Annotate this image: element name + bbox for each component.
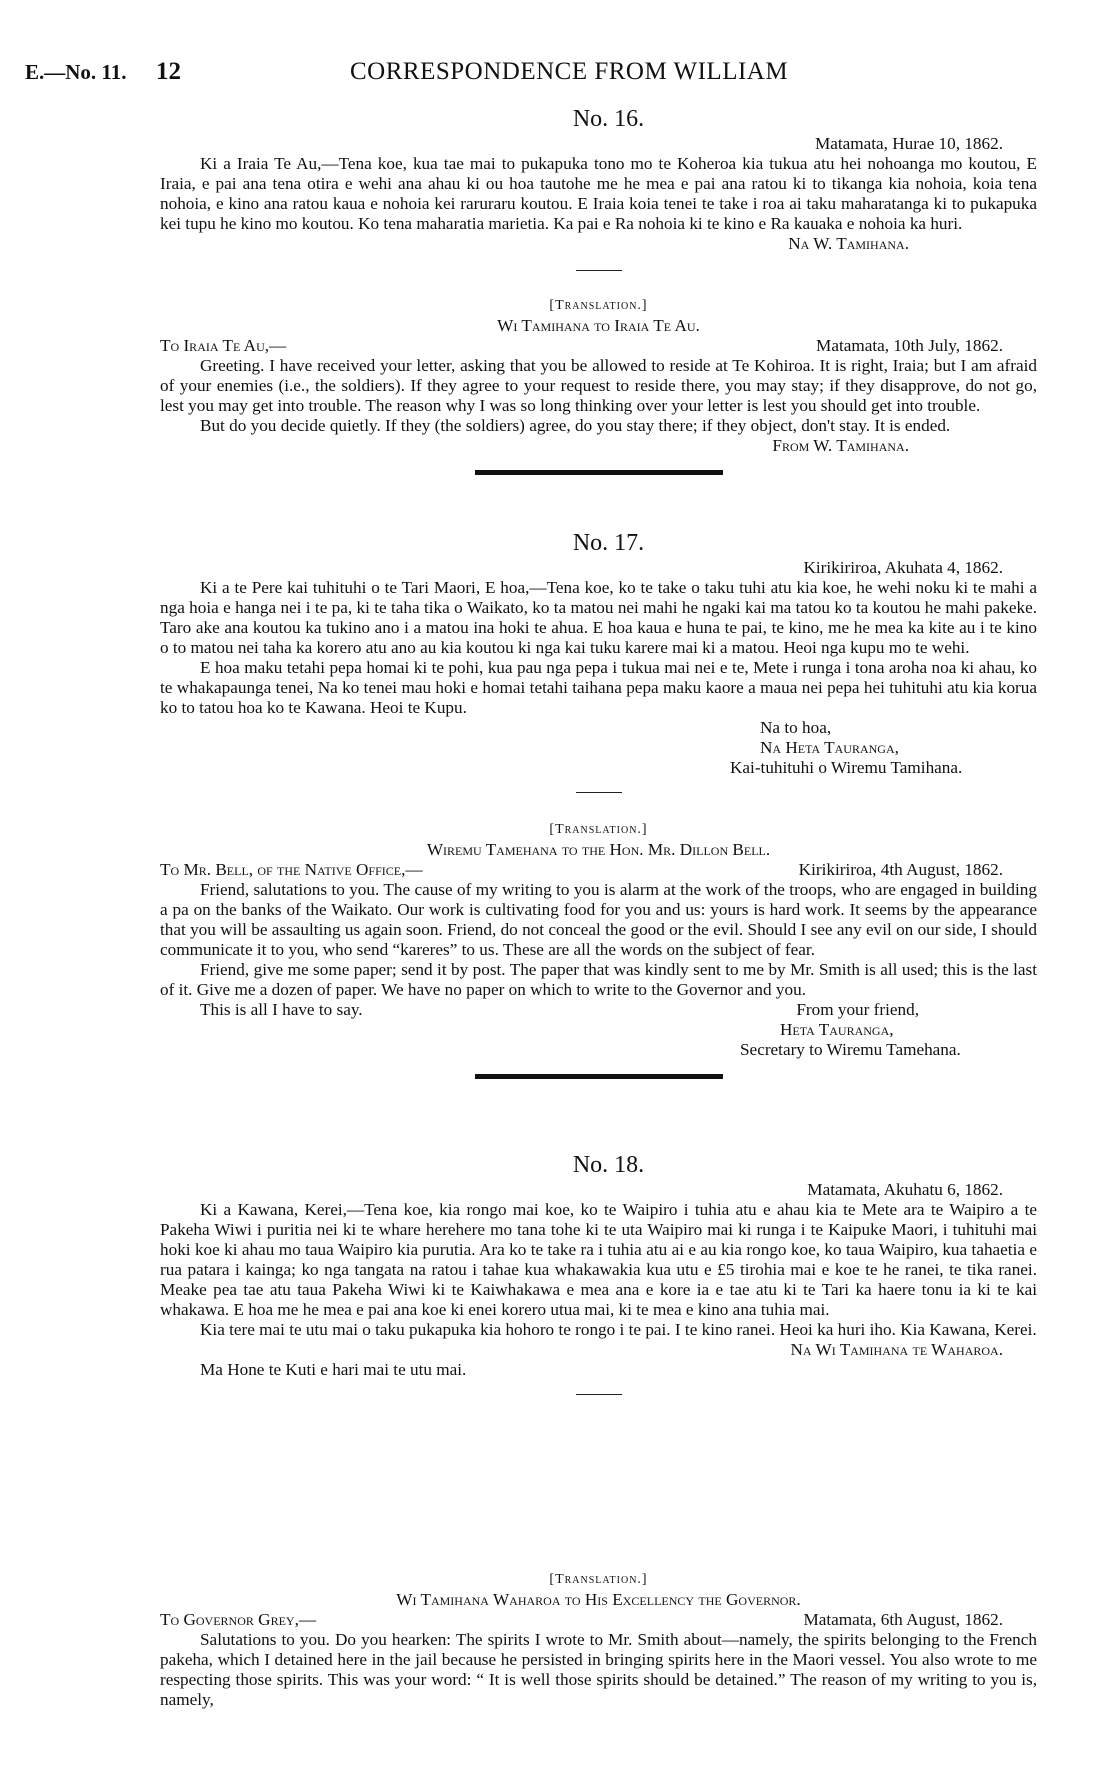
translation-label: [Translation.] <box>549 822 648 837</box>
translation-heading: Wiremu Tamehana to the Hon. Mr. Dillon Bell. <box>426 840 771 859</box>
letter-signature: Na W. Tamihana. <box>788 234 909 253</box>
translation-no-18 <box>160 1570 1037 1710</box>
section-divider <box>576 792 622 793</box>
postscript: Ma Hone te Kuti e hari mai te utu mai. <box>200 1360 467 1379</box>
signature-title: Secretary to Wiremu Tamehana. <box>740 1040 961 1059</box>
page-header <box>0 58 1114 92</box>
place-date: Matamata, Hurae 10, 1862. <box>814 134 1003 153</box>
section-divider <box>576 270 622 271</box>
letter-body: Friend, give me some paper; send it by post. The paper that was kindly sent to me by Mr. Smith is all used; this is the last of it. Give me a dozen of paper. We have no paper on which to write to the Governor and you. <box>160 960 1037 999</box>
letter-body: E hoa maku tetahi pepa homai ki te pohi, kua pau nga pepa i tukua mai nei e te, Mete i runga i tona aroha noa ki ahau, ko te whakapaunga tenei, Na ko tenei mau hoki e homai tetahi taihana pepa maku kaore a maua nei pepa hei tuhituhi atu kia korua ko to tatou hoa ko te Kawana. Heoi te Kupu. <box>160 658 1037 717</box>
addressee: To Governor Grey,— <box>160 1610 317 1629</box>
letter-number: No. 16. <box>572 106 645 132</box>
place-date: Matamata, 6th August, 1862. <box>803 1610 1003 1629</box>
letter-body: Greeting. I have received your letter, asking that you be allowed to reside at Te Kohiroa. It is right, Iraia; but I am afraid of your enemies (i.e., the soldiers). If they agree to your request to reside there, you may stay; if they disapprove, do not go, lest you may get into trouble. The reason why I was so long thinking over your letter is lest you should get into trouble. <box>160 356 1037 415</box>
signature-line: Na to hoa, <box>760 718 832 737</box>
letter-no-17 <box>160 528 1037 793</box>
section-divider <box>576 1394 622 1395</box>
letter-body: But do you decide quietly. If they (the soldiers) agree, do you stay there; if they object, don't stay. It is ended. <box>200 416 951 435</box>
place-date: Kirikiriroa, 4th August, 1862. <box>798 860 1003 879</box>
translation-label: [Translation.] <box>549 298 648 313</box>
letter-signature: From W. Tamihana. <box>772 436 909 455</box>
letter-body: Friend, salutations to you. The cause of my writing to you is alarm at the work of the troops, who are engaged in building a pa on the banks of the Waikato. Our work is cultivating food for you and us: yours is hard work. It seems by the appearance that you will be assaulting us again soon. Friend, do not conceal the good or the evil. Should I see any evil on our side, I should communicate it to you, who send “kareres” to us. These are all the words on the subject of fear. <box>160 880 1037 959</box>
section-divider-heavy <box>475 470 723 475</box>
translation-heading: Wi Tamihana to Iraia Te Au. <box>497 316 700 335</box>
letter-body: Ki a Kawana, Kerei,—Tena koe, kia rongo mai koe, ko te Waipiro i tuhia atu e ahau kia te Mete ara te Waipiro a te Pakeha Wiwi i puritia nei ki te whare herehere mo tana tohe ki te uta Waipiro mai ki runga i te Kaipuke Maori, i tuhituhi mai hoki koe ki ahau mo taua Waipiro kia purutia. Ara ko te take ra i tuhia atu ai e au kia rongo koe, ko taua Waipiro, kua tahaetia e rua patara i kainga; ko nga tangata na ratou i tahae kua whakawakia kua utu e £5 tirohia mai e koe te he ranei, te tika ranei. Meake pea tae atu taua Pakeha Wiwi ki te Kaiwhakawa e mea ana e kore ia e tae atu ki te Tari ka haere tonu ia ki te kai whakawa. E hoa me he mea e pai ana koe ki enei korero utua mai, ki te mea e kino ana tuhia mai. <box>160 1200 1037 1319</box>
letter-body: Kia tere mai te utu mai o taku pukapuka kia hohoro te rongo i te pai. I te kino ranei. Heoi ka huri iho. Kia Kawana, Kerei. <box>200 1320 1037 1339</box>
translation-no-16 <box>160 296 1037 475</box>
place-date: Matamata, Akuhatu 6, 1862. <box>807 1180 1003 1199</box>
signature-title: Kai-tuhituhi o Wiremu Tamihana. <box>730 758 963 777</box>
letter-number: No. 17. <box>572 530 645 556</box>
letter-number: No. 18. <box>572 1152 645 1178</box>
closing-line: This is all I have to say. <box>200 1000 363 1019</box>
place-date: Kirikiriroa, Akuhata 4, 1862. <box>803 558 1003 577</box>
place-date: Matamata, 10th July, 1862. <box>816 336 1003 355</box>
addressee: To Iraia Te Au,— <box>160 336 287 355</box>
signature-name: Heta Tauranga, <box>780 1020 894 1039</box>
document-reference: E.—No. 11. <box>25 60 127 84</box>
translation-heading: Wi Tamihana Waharoa to His Excellency the Governor. <box>396 1590 801 1609</box>
signature-name: Na Heta Tauranga, <box>760 738 899 757</box>
letter-body: Ki a Iraia Te Au,—Tena koe, kua tae mai to pukapuka tono mo te Koheroa kia tukua atu hei nohoanga mo koutou, E Iraia, e pai ana tena otira e wehi ana ahau ki ou hoa tautohe me he mea e pai ana ratou ki to tikanga kia nohoia, koia tena nohoia, e kino ana ratou kaua e nohoia kei raruraru koutou. E Iraia koia tenei te take i roa ai taku maharatanga ki to pukapuka kei tupu he kino mo koutou. Ko tena maharatia marietia. Ka pai e Ra nohoia ki te kino e Ra kauaka e nohoia ka huri. <box>160 154 1037 233</box>
section-divider-heavy <box>475 1074 723 1079</box>
signature-line: From your friend, <box>796 1000 919 1019</box>
translation-no-17 <box>160 820 1037 1079</box>
translation-label: [Translation.] <box>549 1572 648 1587</box>
running-title: CORRESPONDENCE FROM WILLIAM <box>350 58 789 85</box>
page-number: 12 <box>156 58 181 85</box>
letter-body: Ki a te Pere kai tuhituhi o te Tari Maori, E hoa,—Tena koe, ko te take o taku tuhi atu kia koe, he wehi noku ki te mahi a nga hoia e hanga nei i te pa, ki te taha tika o Waikato, ko ta matou nei mahi he ngaki kai ma tatou ko ta koutou he mahi pakeke. Taro ake ana koutou ka tukino ano i a matou ina hoki te ahua. E hoa kaua e huna te pai, te kino, me he mea ka kite au i te kino o to matou nei taha ka korero atu ano au kia koutou ki nga kai tuku karere mai ki a matou. Heoi nga kupu mo te wehi. <box>160 578 1037 657</box>
letter-no-18 <box>160 1150 1037 1395</box>
letter-body: Salutations to you. Do you hearken: The spirits I wrote to Mr. Smith about—namely, the spirits belonging to the French pakeha, which I detained here in the jail because he persisted in bringing spirits here in the Maori vessel. You also wrote to me respecting those spirits. This was your word: “ It is well those spirits should be detained.” The reason of my writing to you is, namely, <box>160 1630 1037 1709</box>
addressee: To Mr. Bell, of the Native Office,— <box>160 860 423 879</box>
letter-signature: Na Wi Tamihana te Waharoa. <box>790 1340 1003 1359</box>
letter-no-16 <box>160 104 1037 271</box>
